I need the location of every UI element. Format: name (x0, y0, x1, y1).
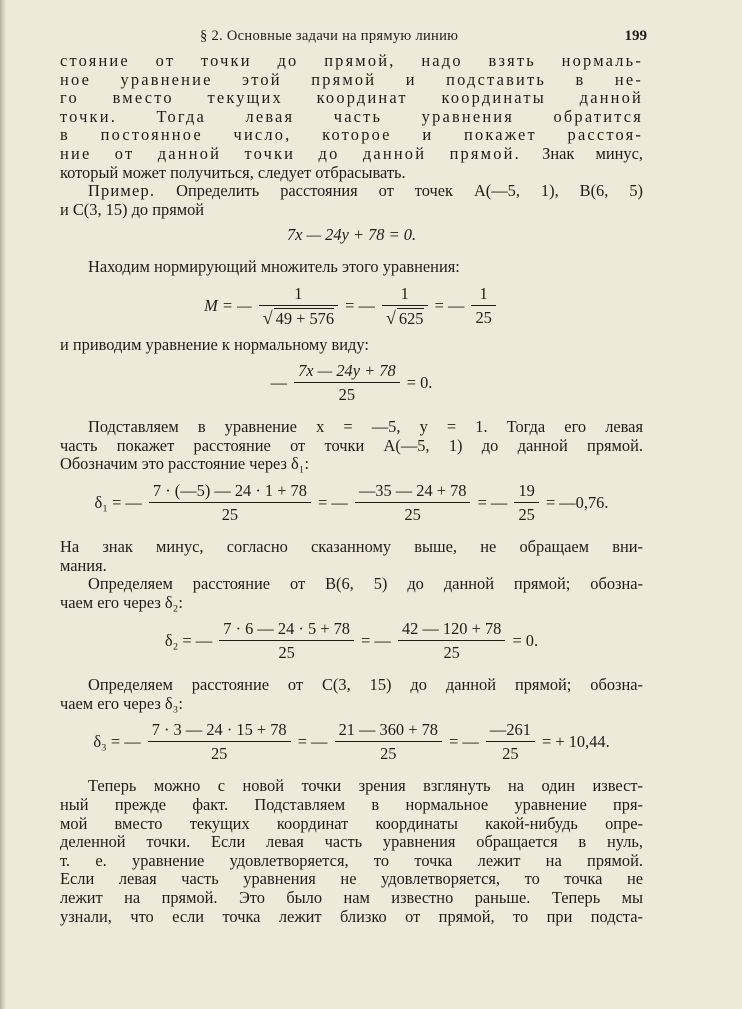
result: = —0,76. (545, 492, 609, 512)
equals: = — (318, 492, 348, 512)
numerator: 1 (471, 284, 495, 306)
text-line: го вместо текущих координат координаты данной (60, 88, 643, 108)
numerator: 1 (259, 284, 338, 306)
running-header (60, 28, 647, 45)
eq-lhs: δ₁ = — (94, 492, 142, 512)
fraction (148, 720, 291, 764)
delta1-equation (60, 481, 643, 525)
numerator: 7x — 24y + 78 (294, 361, 400, 383)
fraction (335, 720, 442, 764)
radicand: 49 + 576 (275, 308, 335, 328)
denominator: 25 (475, 308, 492, 328)
fraction (355, 481, 471, 525)
example-text: Определить расстояния от точек A(—5, 1), B(6, 5) (155, 181, 643, 201)
equals: = 0. (406, 372, 433, 392)
example-line: и C(3, 15) до прямой (60, 199, 205, 219)
text-line: мания. (60, 555, 107, 575)
text-line: Находим нормирующий множитель этого уравнения: (88, 256, 460, 276)
denominator: 25 (338, 385, 356, 405)
equals: = — (361, 630, 391, 650)
eq-lhs: δ₂ = — (164, 630, 213, 650)
equals: = — (434, 295, 465, 315)
example-word: Пример. (88, 181, 156, 201)
delta3-equation (60, 720, 643, 764)
denominator: 25 (404, 504, 421, 524)
text-line: Теперь можно с новой точки зрения взглянуть на один извест- (88, 776, 643, 796)
numerator: 1 (382, 284, 427, 306)
text-line: лежит на прямой. Это было нам известно раньше. Теперь мы (60, 888, 643, 908)
fraction (471, 284, 495, 328)
text-line: т. е. уравнение удовлетворяется, то точка лежит на прямой. (60, 850, 643, 870)
equals: = — (477, 492, 508, 512)
plain-text: Знак минус, (520, 143, 644, 163)
numerator: 19 (514, 481, 538, 503)
minus-sign: — (270, 372, 287, 392)
radical-sign: √ (386, 307, 396, 328)
text-line (60, 145, 643, 164)
denominator: 25 (210, 744, 228, 764)
fraction (486, 720, 535, 764)
result: = + 10,44. (542, 732, 610, 752)
fraction (294, 361, 400, 405)
equals: = — (297, 732, 328, 752)
page-number: 199 (624, 28, 647, 44)
denominator (382, 306, 427, 329)
text-line: чаем его через δ₃: (60, 693, 183, 713)
text-line: Определяем расстояние от B(6, 5) до данной прямой; обозна- (88, 574, 643, 594)
text-line: ное уравнение этой прямой и подставить в не- (60, 69, 643, 89)
text-line: часть покажет расстояние от точки A(—5, 1) до данной прямой. (60, 435, 643, 455)
denominator: 25 (502, 744, 519, 764)
text-line: ный прежде факт. Подставляем в нормальное уравнение пря- (60, 795, 643, 815)
text-line: деленной точки. Если левая часть уравнения обращается в нуль, (60, 832, 643, 852)
denominator: 25 (518, 504, 535, 524)
delta2-equation (60, 619, 643, 663)
fraction (149, 481, 311, 525)
fraction (382, 284, 427, 329)
running-title: § 2. Основные задачи на прямую линию (200, 28, 459, 44)
text-line: Если левая часть уравнения не удовлетворяется, то точка не (60, 869, 643, 889)
text-line: узнали, что если точка лежит близко от прямой, то при подста- (60, 906, 643, 926)
denominator: 25 (221, 504, 239, 524)
text-line: На знак минус, согласно сказанному выше, не обращаем вни- (60, 536, 643, 556)
fraction (514, 481, 538, 525)
text-line: чаем его через δ₂: (60, 592, 183, 612)
numerator: —35 — 24 + 78 (355, 481, 471, 503)
numerator: —261 (486, 720, 535, 742)
eq-lhs: M = — (204, 295, 252, 315)
fraction (259, 284, 338, 329)
denominator (259, 306, 338, 329)
text-line: точки. Тогда левая часть уравнения обратится (60, 106, 643, 126)
text-line: в постоянное число, которое и покажет расстоя- (60, 125, 643, 145)
fraction (219, 619, 354, 663)
line-equation: 7x — 24y + 78 = 0. (286, 225, 417, 245)
page-binding-shadow (0, 0, 6, 1009)
text-line: Подставляем в уравнение x = —5, y = 1. Тогда его левая (88, 417, 643, 437)
radical-sign: √ (262, 307, 273, 328)
eq-lhs: δ₃ = — (93, 732, 141, 752)
numerator: 7 · 3 — 24 · 15 + 78 (148, 720, 291, 742)
spaced-text: ние от данной точки до данной прямой. (60, 143, 521, 163)
denominator: 25 (278, 643, 295, 663)
example-line (60, 182, 643, 201)
normalizing-factor-equation (60, 284, 643, 329)
text-line: Обозначим это расстояние через δ₁: (60, 454, 310, 474)
result: = 0. (512, 630, 539, 650)
text-line: мой вместо текущих координат координаты какой-нибудь опре- (60, 813, 643, 833)
text-line: стояние от точки до прямой, надо взять нормаль- (60, 51, 643, 70)
fraction (398, 619, 505, 663)
page-body (60, 52, 643, 926)
normal-form-equation (60, 361, 643, 405)
numerator: 7 · (—5) — 24 · 1 + 78 (149, 481, 311, 503)
denominator: 25 (380, 744, 397, 764)
radicand: 625 (398, 308, 424, 328)
text-line: который может получиться, следует отбрасывать. (60, 162, 406, 182)
equals: = — (449, 732, 479, 752)
equals: = — (345, 295, 375, 315)
numerator: 42 — 120 + 78 (398, 619, 505, 641)
text-line: и приводим уравнение к нормальному виду: (60, 334, 369, 354)
numerator: 21 — 360 + 78 (335, 720, 442, 742)
text-line: Определяем расстояние от C(3, 15) до данной прямой; обозна- (88, 675, 643, 695)
numerator: 7 · 6 — 24 · 5 + 78 (219, 619, 354, 641)
denominator: 25 (443, 643, 460, 663)
